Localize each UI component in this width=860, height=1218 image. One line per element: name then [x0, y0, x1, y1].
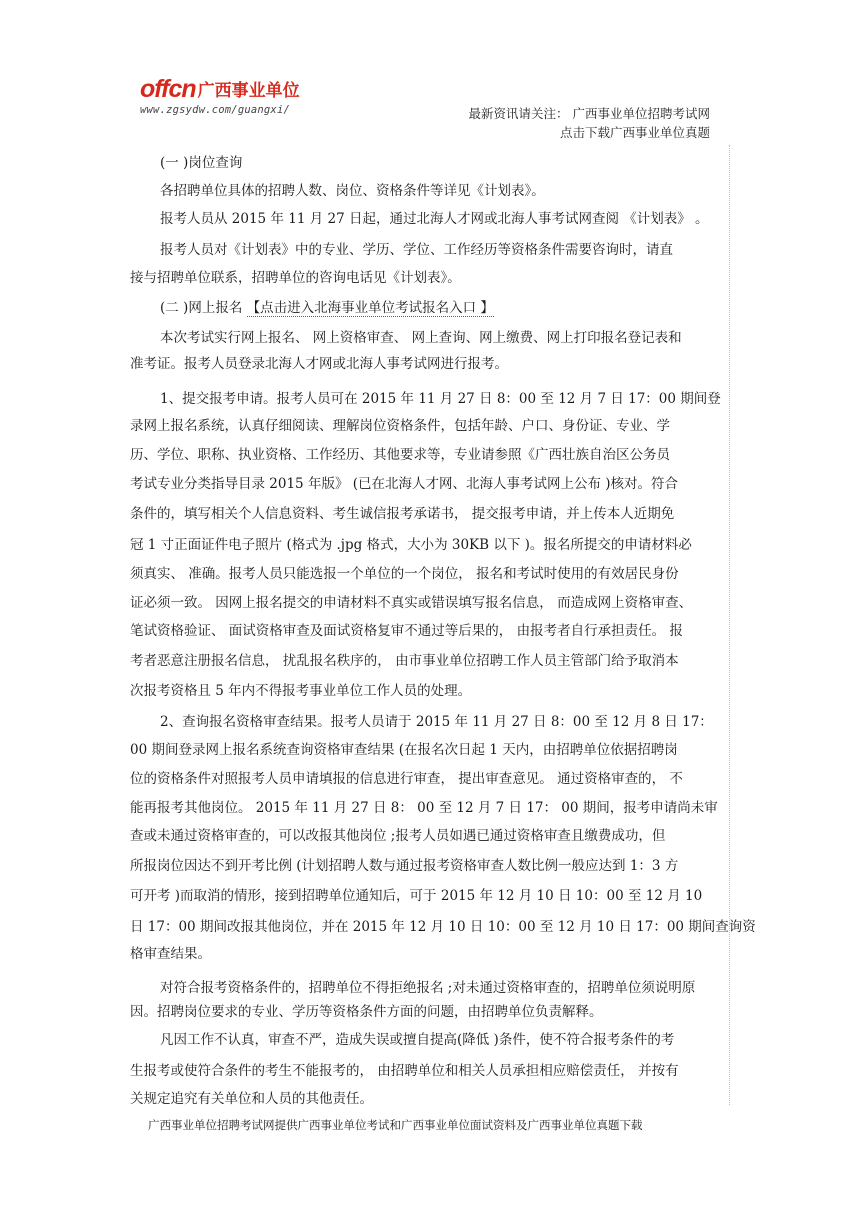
section-heading: (一 )岗位查询	[160, 155, 243, 171]
paragraph-line: 因。招聘岗位要求的专业、学历等资格条件方面的问题，由招聘单位负责解释。	[130, 1004, 603, 1020]
logo-title: 广西事业单位	[197, 81, 300, 101]
logo-wordmark: offcn	[140, 75, 196, 103]
paragraph-line: 查或未通过资格审查的，可以改报其他岗位 ;报考人员如遇已通过资格审查且缴费成功，但	[130, 828, 666, 844]
paragraph-line: 凡因工作不认真，审查不严，造成失误或擅自提高(降低 )条件，使不符合报考条件的考	[160, 1032, 675, 1048]
paragraph-line: 接与招聘单位联系，招聘单位的咨询电话见《计划表》。	[130, 270, 461, 286]
paragraph-line: 格审查结果。	[130, 946, 211, 962]
paragraph-line: 须真实、 准确。报考人员只能选报一个单位的一个岗位， 报名和考试时使用的有效居民身份	[130, 566, 679, 582]
paragraph-line: 考试专业分类指导目录 2015 年版》 (已在北海人才网、北海人事考试网上公布 )核对。符合	[130, 476, 679, 492]
paragraph-line: 2、查询报名资格审查结果。报考人员请于 2015 年 11 月 27 日 8：00 至 12 月 8 日 17：	[160, 714, 713, 730]
paragraph-line: 准考证。报考人员登录北海人才网或北海人事考试网进行报考。	[130, 356, 508, 372]
download-notice[interactable]: 点击下载广西事业单位真题	[559, 125, 710, 140]
paragraph-line: 00 期间登录网上报名系统查询资格审查结果 (在报名次日起 1 天内，由招聘单位依据招聘岗	[130, 742, 678, 758]
paragraph-line: 条件的，填写相关个人信息资料、考生诚信报考承诺书， 提交报考申请，并上传本人近期免	[130, 506, 675, 522]
paragraph-line: 各招聘单位具体的招聘人数、岗位、资格条件等详见《计划表》。	[160, 183, 545, 199]
paragraph-line: 考者恶意注册报名信息， 扰乱报名秩序的， 由市事业单位招聘工作人员主管部门给予取消本	[130, 653, 679, 669]
paragraph-line: 录网上报名系统，认真仔细阅读、理解岗位资格条件，包括年龄、户口、身份证、专业、学	[130, 418, 670, 434]
header-notice	[469, 104, 710, 142]
section-heading-label: (二 )网上报名	[160, 300, 247, 316]
paragraph-line: 日 17：00 期间改报其他岗位，并在 2015 年 12 月 10 日 10：00 至 12 月 10 日 17：00 期间查询资	[130, 919, 756, 935]
paragraph-line: 所报岗位因达不到开考比例 (计划招聘人数与通过报考资格审查人数比例一般应达到 1：3 方	[130, 858, 679, 874]
paragraph-line: 对符合报考资格条件的，招聘单位不得拒绝报名 ;对未通过资格审查的，招聘单位须说明原	[160, 980, 696, 996]
registration-link[interactable]: 【点击进入北海事业单位考试报名入口 】	[246, 300, 494, 316]
paragraph-line: 笔试资格验证、 面试资格审查及面试资格复审不通过等后果的， 由报考者自行承担责任。 报	[130, 623, 683, 639]
footer-text: 广西事业单位招聘考试网提供广西事业单位考试和广西事业单位面试资料及广西事业单位真题下载	[148, 1118, 643, 1132]
paragraph-line: 能再报考其他岗位。 2015 年 11 月 27 日 8： 00 至 12 月 7 日 17： 00 期间，报考申请尚未审	[130, 800, 718, 816]
paragraph-line: 冠 1 寸正面证件电子照片 (格式为 .jpg 格式，大小为 30KB 以下 )。报名所提交的申请材料必	[130, 537, 692, 553]
logo-url: www.zgsydw.com/guangxi/	[140, 104, 290, 116]
follow-notice[interactable]: 最新资讯请关注： 广西事业单位招聘考试网	[468, 106, 710, 121]
paragraph-line: 关规定追究有关单位和人员的其他责任。	[130, 1091, 373, 1107]
paragraph-line: 位的资格条件对照报考人员申请填报的信息进行审查， 提出审查意见。 通过资格审查的， 不	[130, 771, 683, 787]
paragraph-line: 报考人员从 2015 年 11 月 27 日起，通过北海人才网或北海人事考试网查阅 《计划表》 。	[160, 211, 709, 227]
paragraph-line: 1、提交报考申请。报考人员可在 2015 年 11 月 27 日 8：00 至 12 月 7 日 17：00 期间登	[160, 391, 721, 407]
paragraph-line: 报考人员对《计划表》中的专业、学历、学位、工作经历等资格条件需要咨询时，请直	[160, 242, 673, 258]
paragraph-line: 证必须一致。 因网上报名提交的申请材料不真实或错误填写报名信息， 而造成网上资格审查、	[130, 595, 693, 611]
paragraph-line: 历、学位、职称、执业资格、工作经历、其他要求等，专业请参照《广西壮族自治区公务员	[130, 447, 670, 463]
logo[interactable]	[140, 72, 300, 116]
paragraph-line: 可开考 )而取消的情形，接到招聘单位通知后，可于 2015 年 12 月 10 日 10：00 至 12 月 10	[130, 888, 703, 904]
section-heading	[160, 299, 735, 317]
paragraph-line: 次报考资格且 5 年内不得报考事业单位工作人员的处理。	[130, 683, 472, 699]
paragraph-line: 生报考或使符合条件的考生不能报考的， 由招聘单位和相关人员承担相应赔偿责任， 并按有	[130, 1063, 679, 1079]
paragraph-line: 本次考试实行网上报名、 网上资格审查、 网上查询、网上缴费、网上打印报名登记表和	[160, 330, 682, 346]
